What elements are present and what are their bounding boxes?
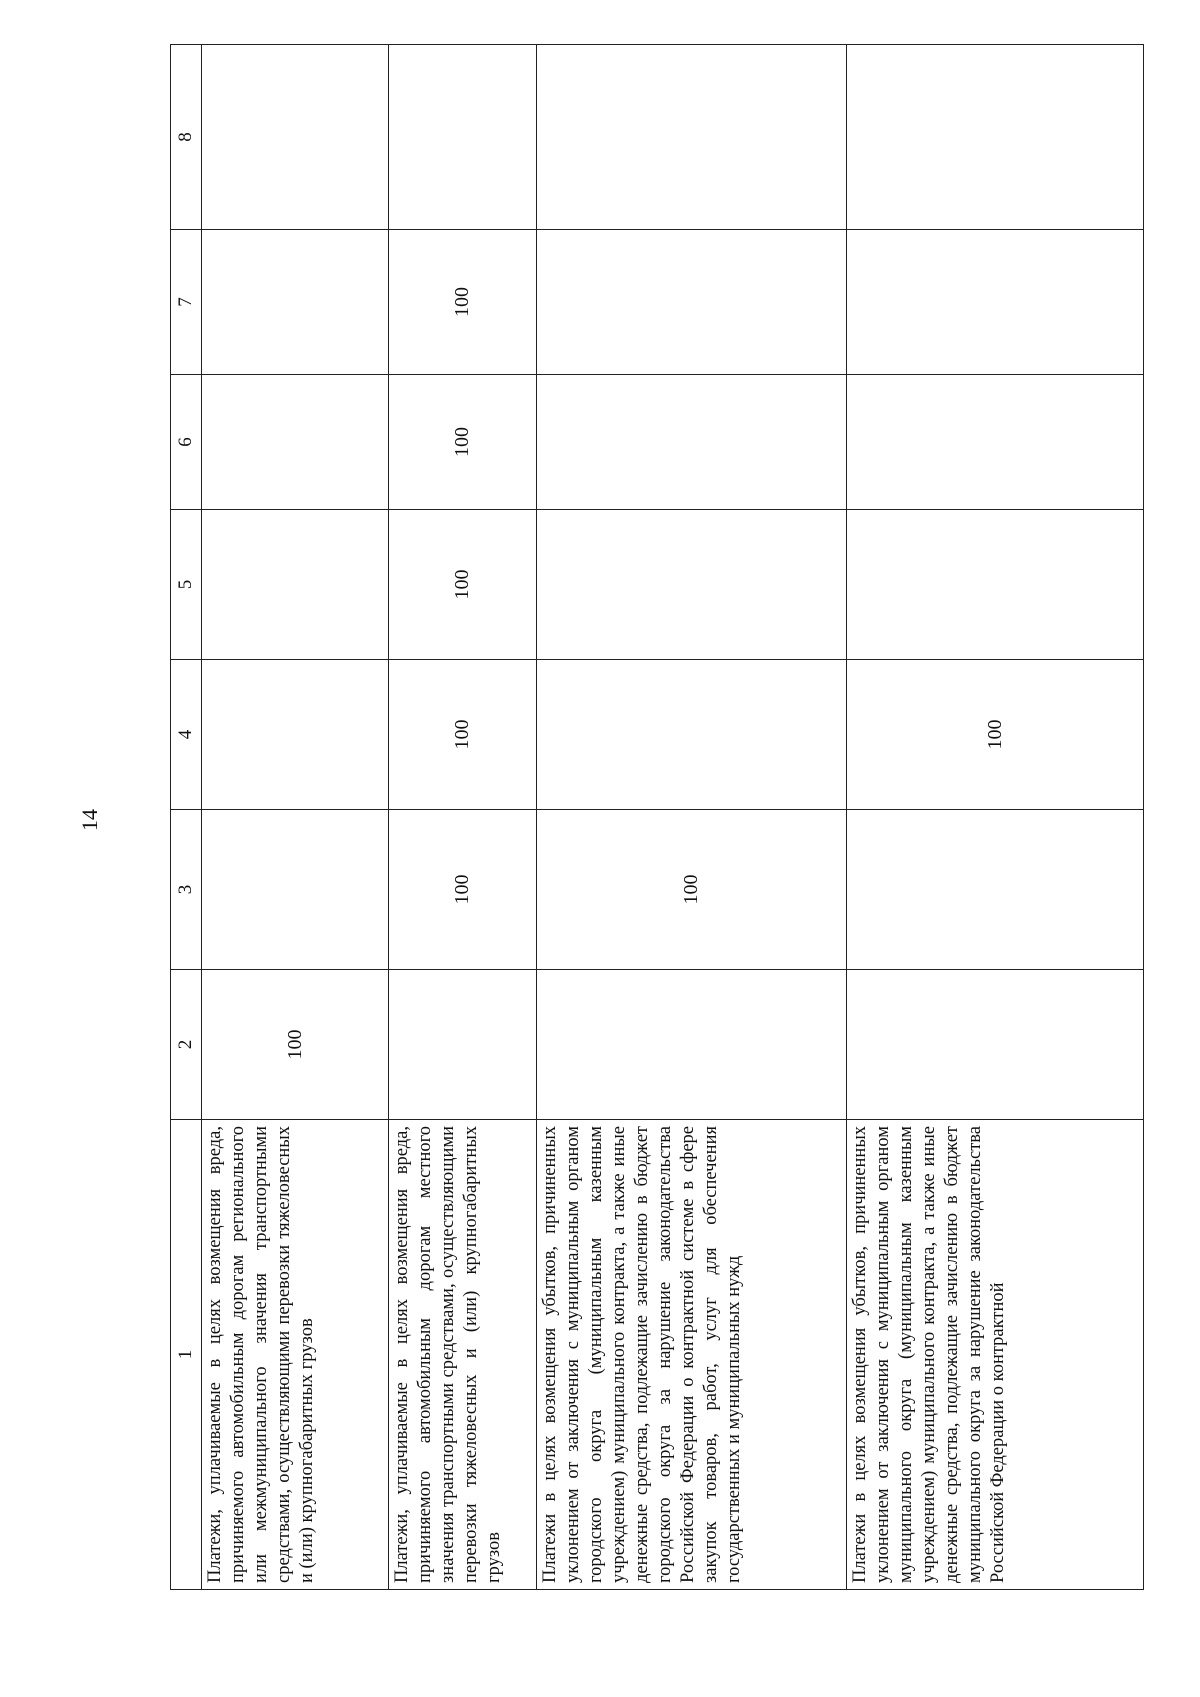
- row-value: [537, 45, 847, 230]
- row-value: [847, 45, 1144, 230]
- row-description: Платежи в целях возмещения убытков, причиненных уклонением от заключения с муниципальным органом городского округа (муниципальным казенным учреждением) муниципального контракта, а также иные денежные средства, подлежащие зачислению в бюджет городского округа за нарушение законодательства Российской Федерации о контрактной системе в сфере закупок товаров, работ, услуг для обеспечения государственных и муниципальных нужд: [537, 1120, 847, 1590]
- column-header: 3: [171, 810, 202, 970]
- revenue-distribution-table: [170, 44, 1144, 1590]
- row-value: [537, 375, 847, 510]
- row-value: [389, 970, 537, 1120]
- column-header: 7: [171, 230, 202, 375]
- table-row: [389, 45, 537, 1590]
- column-header: 8: [171, 45, 202, 230]
- table-row: [202, 45, 389, 1590]
- table-row: [537, 45, 847, 1590]
- row-value: 100: [389, 230, 537, 375]
- header-row: [171, 45, 202, 1590]
- row-value: 100: [202, 970, 389, 1120]
- row-value: [537, 970, 847, 1120]
- row-value: 100: [537, 810, 847, 970]
- row-value: [537, 660, 847, 810]
- row-value: [847, 970, 1144, 1120]
- row-description: Платежи в целях возмещения убытков, причиненных уклонением от заключения с муниципальным органом муниципального округа (муниципальным казенным учреждением) муниципального контракта, а также иные денежные средства, подлежащие зачислению в бюджет муниципального округа за нарушение законодательства Российской Федерации о контрактной: [847, 1120, 1144, 1590]
- column-header: 6: [171, 375, 202, 510]
- row-value: [202, 375, 389, 510]
- column-header: 1: [171, 1120, 202, 1590]
- column-header: 5: [171, 510, 202, 660]
- row-value: [537, 510, 847, 660]
- column-header: 4: [171, 660, 202, 810]
- row-value: [202, 230, 389, 375]
- page-number: 14: [77, 809, 102, 831]
- row-value: 100: [389, 375, 537, 510]
- row-value: [202, 510, 389, 660]
- row-value: 100: [389, 660, 537, 810]
- row-value: 100: [389, 810, 537, 970]
- row-description: Платежи, уплачиваемые в целях возмещения вреда, причиняемого автомобильным дорогам местного значения транспортными средствами, осуществляющими перевозки тяжеловесных и (или) крупногабаритных грузов: [389, 1120, 537, 1590]
- table-row: [847, 45, 1144, 1590]
- row-value: [202, 810, 389, 970]
- row-value: [847, 810, 1144, 970]
- row-value: [389, 45, 537, 230]
- row-value: [537, 230, 847, 375]
- row-value: [847, 230, 1144, 375]
- row-value: [847, 510, 1144, 660]
- row-value: [202, 45, 389, 230]
- table-container: [170, 45, 1122, 1590]
- row-description: Платежи, уплачиваемые в целях возмещения вреда, причиняемого автомобильным дорогам регионального или межмуниципального значения транспортными средствами, осуществляющими перевозки тяжеловесных и (или) крупногабаритных грузов: [202, 1120, 389, 1590]
- row-value: 100: [389, 510, 537, 660]
- row-value: [202, 660, 389, 810]
- column-header: 2: [171, 970, 202, 1120]
- row-value: [847, 375, 1144, 510]
- row-value: 100: [847, 660, 1144, 810]
